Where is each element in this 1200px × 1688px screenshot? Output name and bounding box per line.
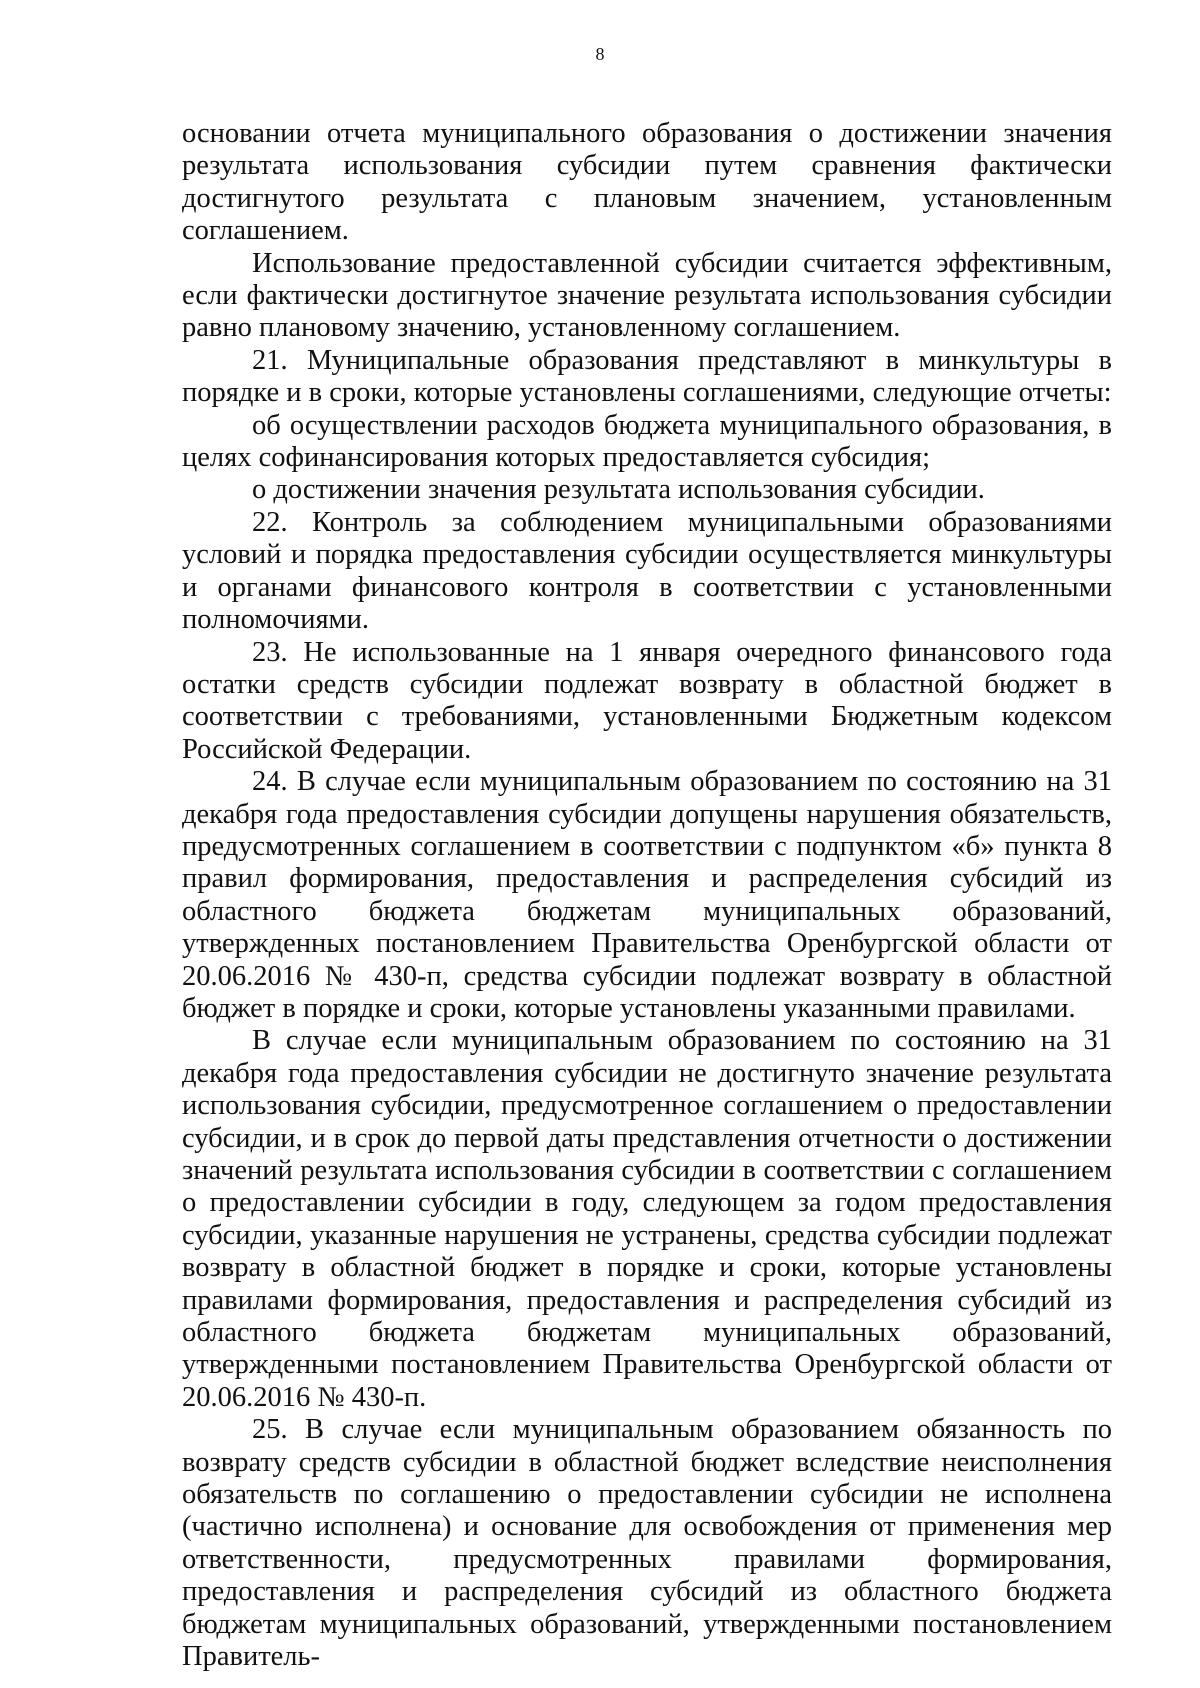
paragraph-report-expenses: об осуществлении расходов бюджета муниципального образования, в целях софинансирования которых предоставляется субсидия;: [182, 409, 1112, 474]
paragraph-efficiency: Использование предоставленной субсидии считается эффективным, если фактически достигнутое значение результата использования субсидии равно плановому значению, установленному соглашением.: [182, 247, 1112, 344]
document-body: [182, 118, 1112, 1674]
paragraph-item-24: 24. В случае если муниципальным образованием по состоянию на 31 декабря года предоставления субсидии допущены нарушения обязательств, предусмотренных соглашением в соответствии с подпунктом «б» пункта 8 правил формирования, предоставления и распределения субсидий из областного бюджета бюджетам муниципальных образований, утвержденных постановлением Правительства Оренбургской области от 20.06.2016 № 430-п, средства субсидии подлежат возврату в областной бюджет в порядке и сроки, которые установлены указанными правилами.: [182, 766, 1112, 1024]
paragraph-item-23: 23. Не использованные на 1 января очередного финансового года остатки средств субсидии подлежат возврату в областной бюджет в соответствии с требованиями, установленными Бюджетным кодексом Российской Федерации.: [182, 636, 1112, 765]
paragraph-item-22: 22. Контроль за соблюдением муниципальными образованиями условий и порядка предоставления субсидии осуществляется минкультуры и органами финансового контроля в соответствии с установленными полномочиями.: [182, 506, 1112, 636]
paragraph-item-21: 21. Муниципальные образования представляют в минкультуры в порядке и в сроки, которые установлены соглашениями, следующие отчеты:: [182, 344, 1112, 409]
paragraph-continuation: основании отчета муниципального образования о достижении значения результата использования субсидии путем сравнения фактически достигнутого результата с плановым значением, установленным соглашением.: [182, 118, 1112, 247]
paragraph-item-25: 25. В случае если муниципальным образованием обязанность по возврату средств субсидии в областной бюджет вследствие неисполнения обязательств по соглашению о предоставлении субсидии не исполнена (частично исполнена) и основание для освобождения от применения мер ответственности, предусмотренных правилами формирования, предоставления и распределения субсидий из областного бюджета бюджетам муниципальных образований, утвержденными постановлением Правитель-: [182, 1414, 1112, 1673]
paragraph-report-result: о достижении значения результата использования субсидии.: [252, 474, 985, 506]
page-number: 8: [595, 44, 605, 64]
paragraph-item-24-second: В случае если муниципальным образованием по состоянию на 31 декабря года предоставления субсидии не достигнуто значение результата использования субсидии, предусмотренное соглашением о предоставлении субсидии, и в срок до первой даты представления отчетности о достижении значений результата использования субсидии в соответствии с соглашением о предоставлении субсидии в году, следующем за годом предоставления субсидии, указанные нарушения не устранены, средства субсидии подлежат возврату в областной бюджет в порядке и сроки, которые установлены правилами формирования, предоставления и распределения субсидий из областного бюджета бюджетам муниципальных образований, утвержденными постановлением Правительства Оренбургской области от 20.06.2016 № 430-п.: [182, 1025, 1112, 1413]
